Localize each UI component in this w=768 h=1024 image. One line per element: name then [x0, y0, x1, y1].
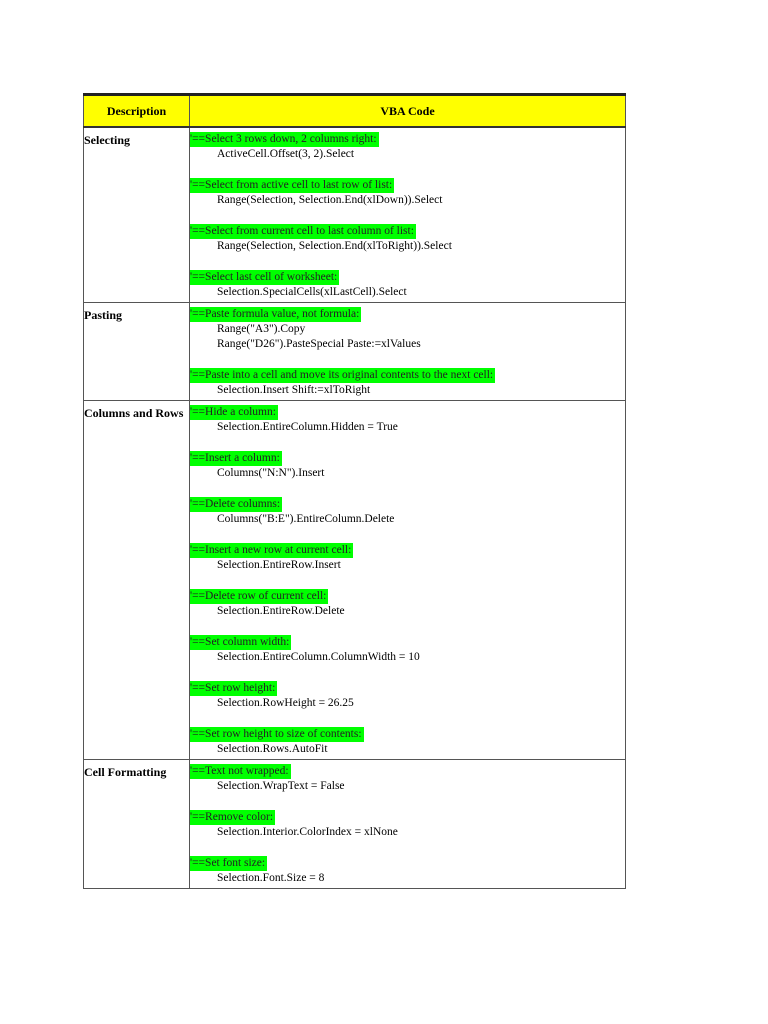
- code-snippet: [190, 178, 625, 208]
- table-row: [84, 760, 626, 889]
- code-snippet: [190, 543, 625, 573]
- code-comment: '==Delete columns:: [190, 498, 281, 510]
- code-comment: '==Set font size:: [190, 857, 266, 869]
- code-line: Selection.Font.Size = 8: [217, 872, 325, 884]
- section-name: Columns and Rows: [84, 401, 190, 760]
- code-line: Selection.Rows.AutoFit: [217, 743, 328, 755]
- code-snippet: [190, 727, 625, 757]
- code-comment: '==Paste into a cell and move its original contents to the next cell:: [190, 369, 494, 381]
- code-line: Selection.Interior.ColorIndex = xlNone: [217, 826, 398, 838]
- code-line: Range(Selection, Selection.End(xlDown)).Select: [217, 194, 443, 206]
- table-row: [84, 127, 626, 303]
- table-row: [84, 303, 626, 401]
- code-line: Selection.EntireRow.Delete: [217, 605, 345, 617]
- header-row: [84, 95, 626, 128]
- code-line: ActiveCell.Offset(3, 2).Select: [217, 148, 355, 160]
- code-snippet: [190, 368, 625, 398]
- code-snippet: [190, 307, 625, 352]
- section-name: Selecting: [84, 127, 190, 303]
- code-comment: '==Set row height to size of contents:: [190, 728, 362, 740]
- code-line: Selection.RowHeight = 26.25: [217, 697, 354, 709]
- description-header: Description: [84, 95, 190, 128]
- code-snippet: [190, 810, 625, 840]
- code-comment: '==Select from current cell to last column of list:: [190, 225, 414, 237]
- code-comment: '==Insert a new row at current cell:: [190, 544, 352, 556]
- code-line: Selection.SpecialCells(xlLastCell).Select: [217, 286, 407, 298]
- section-name: Pasting: [84, 303, 190, 401]
- vba-reference-table: [83, 93, 626, 889]
- code-snippet: [190, 635, 625, 665]
- code-snippet: [190, 497, 625, 527]
- code-line: Selection.WrapText = False: [217, 780, 345, 792]
- code-comment: '==Set column width:: [190, 636, 290, 648]
- code-line: Range(Selection, Selection.End(xlToRight)).Select: [217, 240, 452, 252]
- code-comment: '==Paste formula value, not formula:: [190, 308, 360, 320]
- code-comment: '==Text not wrapped:: [190, 765, 289, 777]
- code-snippet: [190, 856, 625, 886]
- code-cell: [190, 127, 626, 303]
- table-body: [84, 127, 626, 889]
- code-snippet: [190, 451, 625, 481]
- code-line: Selection.EntireColumn.ColumnWidth = 10: [217, 651, 420, 663]
- code-line: Columns("N:N").Insert: [217, 467, 325, 479]
- code-comment: '==Set row height:: [190, 682, 276, 694]
- code-comment: '==Select from active cell to last row of list:: [190, 179, 393, 191]
- code-snippet: [190, 681, 625, 711]
- code-line: Range("D26").PasteSpecial Paste:=xlValues: [217, 338, 421, 350]
- code-line: Selection.EntireRow.Insert: [217, 559, 341, 571]
- code-snippet: [190, 224, 625, 254]
- code-line: Range("A3").Copy: [217, 323, 306, 335]
- code-snippet: [190, 764, 625, 794]
- code-comment: '==Select last cell of worksheet:: [190, 271, 338, 283]
- code-comment: '==Insert a column:: [190, 452, 280, 464]
- code-snippet: [190, 589, 625, 619]
- code-comment: '==Hide a column:: [190, 406, 276, 418]
- section-name: Cell Formatting: [84, 760, 190, 889]
- code-cell: [190, 303, 626, 401]
- code-line: Selection.Insert Shift:=xlToRight: [217, 384, 371, 396]
- code-comment: '==Remove color:: [190, 811, 274, 823]
- code-line: Selection.EntireColumn.Hidden = True: [217, 421, 398, 433]
- code-cell: [190, 760, 626, 889]
- vba-code-header: VBA Code: [190, 95, 626, 128]
- code-snippet: [190, 405, 625, 435]
- code-cell: [190, 401, 626, 760]
- code-comment: '==Delete row of current cell:: [190, 590, 327, 602]
- table-row: [84, 401, 626, 760]
- code-snippet: [190, 270, 625, 300]
- code-comment: '==Select 3 rows down, 2 columns right:: [190, 133, 377, 145]
- code-line: Columns("B:E").EntireColumn.Delete: [217, 513, 395, 525]
- code-snippet: [190, 132, 625, 162]
